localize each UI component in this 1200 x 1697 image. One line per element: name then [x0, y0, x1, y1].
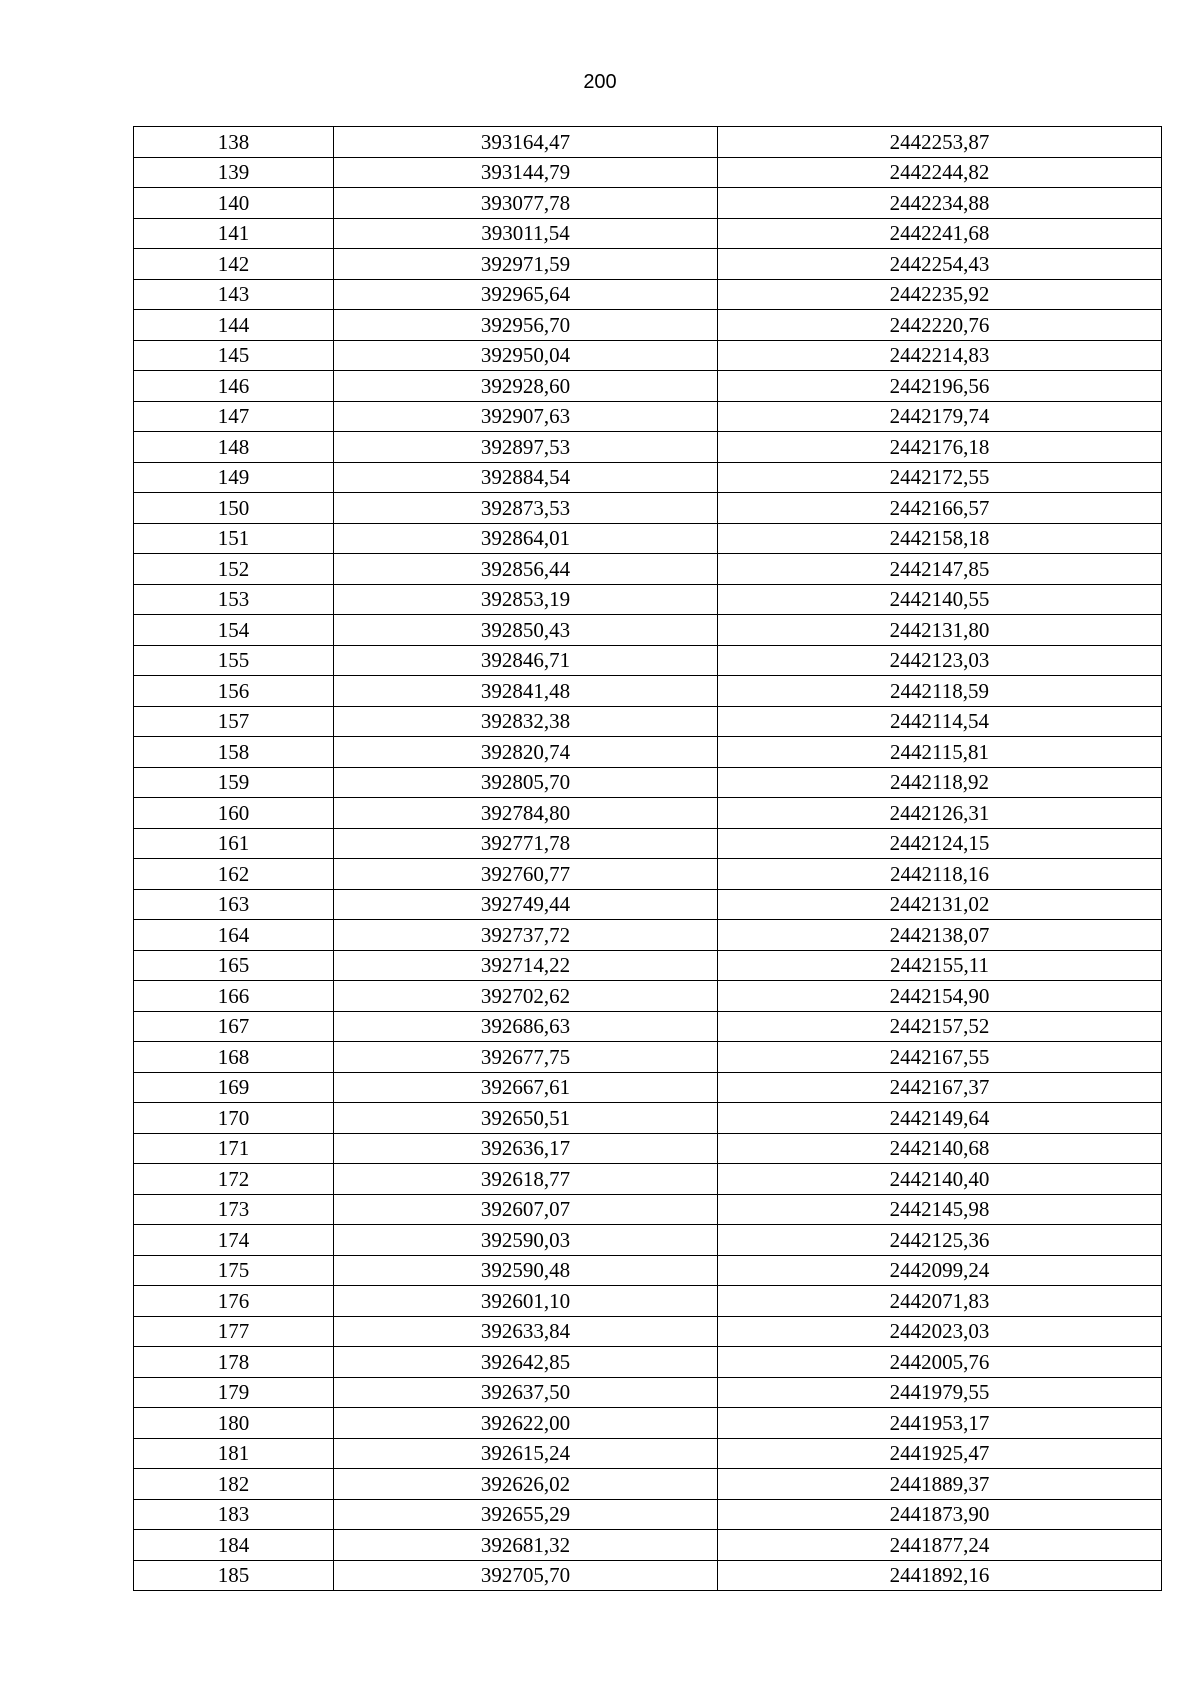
point-number-cell: 156: [134, 676, 334, 707]
table-row: [134, 340, 1162, 371]
x-coordinate-cell: 392601,10: [334, 1286, 718, 1317]
point-number-cell: 157: [134, 706, 334, 737]
y-coordinate-cell: 2442155,11: [718, 950, 1162, 981]
point-number-cell: 147: [134, 401, 334, 432]
point-number-cell: 142: [134, 249, 334, 280]
x-coordinate-cell: 392615,24: [334, 1438, 718, 1469]
coordinates-table-body: [134, 127, 1162, 1591]
point-number-cell: 163: [134, 889, 334, 920]
point-number-cell: 184: [134, 1530, 334, 1561]
table-row: [134, 645, 1162, 676]
point-number-cell: 173: [134, 1194, 334, 1225]
point-number-cell: 153: [134, 584, 334, 615]
y-coordinate-cell: 2441889,37: [718, 1469, 1162, 1500]
point-number-cell: 152: [134, 554, 334, 585]
table-row: [134, 828, 1162, 859]
x-coordinate-cell: 392705,70: [334, 1560, 718, 1591]
point-number-cell: 165: [134, 950, 334, 981]
y-coordinate-cell: 2442172,55: [718, 462, 1162, 493]
y-coordinate-cell: 2442235,92: [718, 279, 1162, 310]
x-coordinate-cell: 392873,53: [334, 493, 718, 524]
y-coordinate-cell: 2442138,07: [718, 920, 1162, 951]
x-coordinate-cell: 392618,77: [334, 1164, 718, 1195]
table-row: [134, 1377, 1162, 1408]
table-row: [134, 706, 1162, 737]
y-coordinate-cell: 2441877,24: [718, 1530, 1162, 1561]
table-row: [134, 1255, 1162, 1286]
y-coordinate-cell: 2441979,55: [718, 1377, 1162, 1408]
y-coordinate-cell: 2442023,03: [718, 1316, 1162, 1347]
y-coordinate-cell: 2441925,47: [718, 1438, 1162, 1469]
x-coordinate-cell: 392841,48: [334, 676, 718, 707]
point-number-cell: 185: [134, 1560, 334, 1591]
point-number-cell: 169: [134, 1072, 334, 1103]
point-number-cell: 141: [134, 218, 334, 249]
point-number-cell: 140: [134, 188, 334, 219]
y-coordinate-cell: 2442126,31: [718, 798, 1162, 829]
table-row: [134, 249, 1162, 280]
table-row: [134, 188, 1162, 219]
table-row: [134, 889, 1162, 920]
x-coordinate-cell: 392655,29: [334, 1499, 718, 1530]
point-number-cell: 177: [134, 1316, 334, 1347]
x-coordinate-cell: 392681,32: [334, 1530, 718, 1561]
y-coordinate-cell: 2442157,52: [718, 1011, 1162, 1042]
point-number-cell: 170: [134, 1103, 334, 1134]
x-coordinate-cell: 392965,64: [334, 279, 718, 310]
table-row: [134, 432, 1162, 463]
point-number-cell: 145: [134, 340, 334, 371]
y-coordinate-cell: 2442154,90: [718, 981, 1162, 1012]
y-coordinate-cell: 2442123,03: [718, 645, 1162, 676]
x-coordinate-cell: 392907,63: [334, 401, 718, 432]
y-coordinate-cell: 2442140,40: [718, 1164, 1162, 1195]
table-row: [134, 157, 1162, 188]
point-number-cell: 171: [134, 1133, 334, 1164]
point-number-cell: 148: [134, 432, 334, 463]
y-coordinate-cell: 2442241,68: [718, 218, 1162, 249]
table-row: [134, 1133, 1162, 1164]
table-row: [134, 798, 1162, 829]
table-row: [134, 1408, 1162, 1439]
point-number-cell: 158: [134, 737, 334, 768]
table-row: [134, 127, 1162, 158]
point-number-cell: 181: [134, 1438, 334, 1469]
y-coordinate-cell: 2441953,17: [718, 1408, 1162, 1439]
x-coordinate-cell: 392884,54: [334, 462, 718, 493]
table-row: [134, 1499, 1162, 1530]
x-coordinate-cell: 392820,74: [334, 737, 718, 768]
y-coordinate-cell: 2442158,18: [718, 523, 1162, 554]
x-coordinate-cell: 392650,51: [334, 1103, 718, 1134]
table-row: [134, 950, 1162, 981]
x-coordinate-cell: 392805,70: [334, 767, 718, 798]
table-row: [134, 1530, 1162, 1561]
x-coordinate-cell: 393077,78: [334, 188, 718, 219]
table-row: [134, 1347, 1162, 1378]
x-coordinate-cell: 392864,01: [334, 523, 718, 554]
x-coordinate-cell: 392971,59: [334, 249, 718, 280]
point-number-cell: 138: [134, 127, 334, 158]
point-number-cell: 167: [134, 1011, 334, 1042]
x-coordinate-cell: 392642,85: [334, 1347, 718, 1378]
table-row: [134, 767, 1162, 798]
point-number-cell: 183: [134, 1499, 334, 1530]
table-row: [134, 615, 1162, 646]
coordinates-table: [133, 126, 1162, 1591]
x-coordinate-cell: 392784,80: [334, 798, 718, 829]
x-coordinate-cell: 392832,38: [334, 706, 718, 737]
point-number-cell: 166: [134, 981, 334, 1012]
y-coordinate-cell: 2442131,80: [718, 615, 1162, 646]
point-number-cell: 176: [134, 1286, 334, 1317]
point-number-cell: 149: [134, 462, 334, 493]
y-coordinate-cell: 2442149,64: [718, 1103, 1162, 1134]
y-coordinate-cell: 2442220,76: [718, 310, 1162, 341]
table-row: [134, 1042, 1162, 1073]
table-row: [134, 1011, 1162, 1042]
table-row: [134, 493, 1162, 524]
table-row: [134, 310, 1162, 341]
table-row: [134, 737, 1162, 768]
point-number-cell: 180: [134, 1408, 334, 1439]
x-coordinate-cell: 392856,44: [334, 554, 718, 585]
table-row: [134, 401, 1162, 432]
table-row: [134, 1438, 1162, 1469]
table-row: [134, 1164, 1162, 1195]
page-number: 200: [583, 71, 617, 93]
table-row: [134, 1286, 1162, 1317]
y-coordinate-cell: 2442145,98: [718, 1194, 1162, 1225]
y-coordinate-cell: 2442071,83: [718, 1286, 1162, 1317]
table-row: [134, 1225, 1162, 1256]
y-coordinate-cell: 2442254,43: [718, 249, 1162, 280]
x-coordinate-cell: 392590,48: [334, 1255, 718, 1286]
x-coordinate-cell: 392686,63: [334, 1011, 718, 1042]
y-coordinate-cell: 2442118,59: [718, 676, 1162, 707]
y-coordinate-cell: 2442115,81: [718, 737, 1162, 768]
x-coordinate-cell: 392950,04: [334, 340, 718, 371]
y-coordinate-cell: 2442166,57: [718, 493, 1162, 524]
y-coordinate-cell: 2442118,92: [718, 767, 1162, 798]
x-coordinate-cell: 393164,47: [334, 127, 718, 158]
y-coordinate-cell: 2442234,88: [718, 188, 1162, 219]
point-number-cell: 154: [134, 615, 334, 646]
point-number-cell: 175: [134, 1255, 334, 1286]
table-row: [134, 371, 1162, 402]
point-number-cell: 174: [134, 1225, 334, 1256]
point-number-cell: 162: [134, 859, 334, 890]
y-coordinate-cell: 2442114,54: [718, 706, 1162, 737]
point-number-cell: 139: [134, 157, 334, 188]
table-row: [134, 920, 1162, 951]
point-number-cell: 182: [134, 1469, 334, 1500]
point-number-cell: 151: [134, 523, 334, 554]
point-number-cell: 143: [134, 279, 334, 310]
x-coordinate-cell: 392636,17: [334, 1133, 718, 1164]
point-number-cell: 155: [134, 645, 334, 676]
table-row: [134, 859, 1162, 890]
y-coordinate-cell: 2442214,83: [718, 340, 1162, 371]
table-row: [134, 523, 1162, 554]
y-coordinate-cell: 2441892,16: [718, 1560, 1162, 1591]
y-coordinate-cell: 2442179,74: [718, 401, 1162, 432]
x-coordinate-cell: 392928,60: [334, 371, 718, 402]
y-coordinate-cell: 2442147,85: [718, 554, 1162, 585]
x-coordinate-cell: 392626,02: [334, 1469, 718, 1500]
table-row: [134, 554, 1162, 585]
table-row: [134, 218, 1162, 249]
x-coordinate-cell: 392677,75: [334, 1042, 718, 1073]
x-coordinate-cell: 392667,61: [334, 1072, 718, 1103]
x-coordinate-cell: 393011,54: [334, 218, 718, 249]
y-coordinate-cell: 2442167,37: [718, 1072, 1162, 1103]
table-row: [134, 981, 1162, 1012]
point-number-cell: 159: [134, 767, 334, 798]
y-coordinate-cell: 2442125,36: [718, 1225, 1162, 1256]
x-coordinate-cell: 392771,78: [334, 828, 718, 859]
point-number-cell: 178: [134, 1347, 334, 1378]
table-row: [134, 676, 1162, 707]
x-coordinate-cell: 392897,53: [334, 432, 718, 463]
x-coordinate-cell: 392633,84: [334, 1316, 718, 1347]
y-coordinate-cell: 2442118,16: [718, 859, 1162, 890]
y-coordinate-cell: 2442140,68: [718, 1133, 1162, 1164]
point-number-cell: 146: [134, 371, 334, 402]
point-number-cell: 161: [134, 828, 334, 859]
table-row: [134, 584, 1162, 615]
table-row: [134, 1469, 1162, 1500]
y-coordinate-cell: 2442124,15: [718, 828, 1162, 859]
y-coordinate-cell: 2442140,55: [718, 584, 1162, 615]
point-number-cell: 144: [134, 310, 334, 341]
y-coordinate-cell: 2442196,56: [718, 371, 1162, 402]
point-number-cell: 150: [134, 493, 334, 524]
table-row: [134, 1072, 1162, 1103]
x-coordinate-cell: 392622,00: [334, 1408, 718, 1439]
point-number-cell: 172: [134, 1164, 334, 1195]
x-coordinate-cell: 392637,50: [334, 1377, 718, 1408]
point-number-cell: 179: [134, 1377, 334, 1408]
x-coordinate-cell: 392850,43: [334, 615, 718, 646]
y-coordinate-cell: 2442131,02: [718, 889, 1162, 920]
x-coordinate-cell: 392853,19: [334, 584, 718, 615]
y-coordinate-cell: 2442244,82: [718, 157, 1162, 188]
x-coordinate-cell: 392702,62: [334, 981, 718, 1012]
x-coordinate-cell: 392590,03: [334, 1225, 718, 1256]
x-coordinate-cell: 392846,71: [334, 645, 718, 676]
x-coordinate-cell: 392760,77: [334, 859, 718, 890]
table-row: [134, 1194, 1162, 1225]
point-number-cell: 168: [134, 1042, 334, 1073]
x-coordinate-cell: 393144,79: [334, 157, 718, 188]
x-coordinate-cell: 392956,70: [334, 310, 718, 341]
table-row: [134, 1103, 1162, 1134]
y-coordinate-cell: 2442167,55: [718, 1042, 1162, 1073]
y-coordinate-cell: 2442099,24: [718, 1255, 1162, 1286]
table-row: [134, 462, 1162, 493]
table-row: [134, 1560, 1162, 1591]
x-coordinate-cell: 392749,44: [334, 889, 718, 920]
x-coordinate-cell: 392737,72: [334, 920, 718, 951]
table-row: [134, 1316, 1162, 1347]
table-row: [134, 279, 1162, 310]
point-number-cell: 164: [134, 920, 334, 951]
x-coordinate-cell: 392714,22: [334, 950, 718, 981]
x-coordinate-cell: 392607,07: [334, 1194, 718, 1225]
point-number-cell: 160: [134, 798, 334, 829]
y-coordinate-cell: 2442253,87: [718, 127, 1162, 158]
y-coordinate-cell: 2441873,90: [718, 1499, 1162, 1530]
y-coordinate-cell: 2442176,18: [718, 432, 1162, 463]
y-coordinate-cell: 2442005,76: [718, 1347, 1162, 1378]
